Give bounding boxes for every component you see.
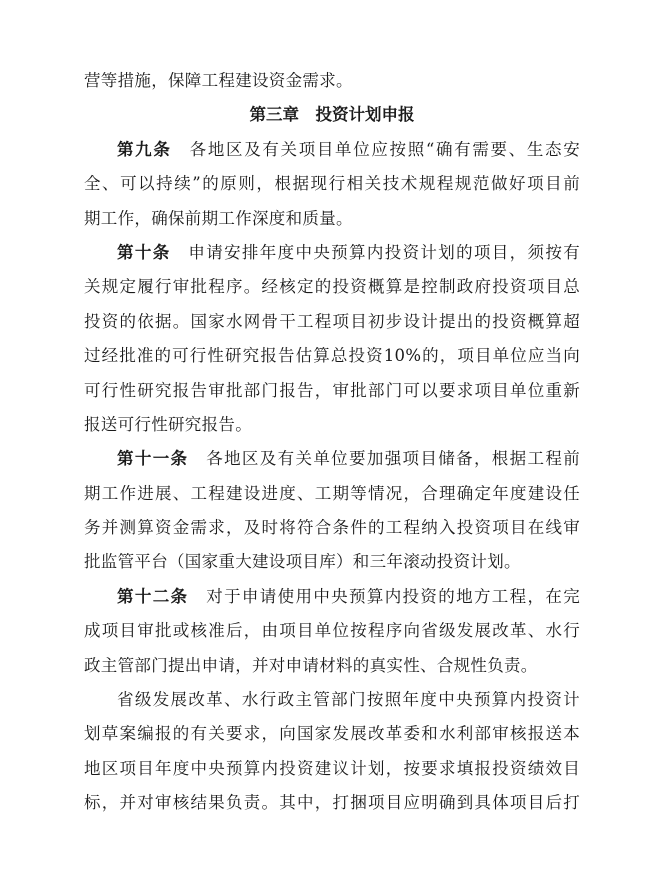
article-label: 第十条 bbox=[117, 242, 171, 262]
article-11-line-1: 第十一条 各地区及有关单位要加强项目储备，根据工程前 bbox=[117, 449, 580, 469]
text-line: 成项目审批或核准后，由项目单位按程序向省级发展改革、水行 bbox=[84, 621, 580, 641]
article-label: 第十二条 bbox=[117, 586, 189, 606]
article-label: 第十一条 bbox=[117, 449, 189, 469]
text-line: 政主管部门提出申请，并对申请材料的真实性、合规性负责。 bbox=[84, 655, 538, 675]
text-line: 可行性研究报告审批部门报告，审批部门可以要求项目单位重新 bbox=[84, 380, 580, 400]
text-line: 关规定履行审批程序。经核定的投资概算是控制政府投资项目总 bbox=[84, 277, 580, 297]
article-10-line-1: 第十条 申请安排年度中央预算内投资计划的项目，须按有 bbox=[117, 242, 580, 262]
text-line: 务并测算资金需求，及时将符合条件的工程纳入投资项目在线审 bbox=[84, 518, 580, 538]
document-page bbox=[84, 64, 580, 821]
text-line: 划草案编报的有关要求，向国家发展改革委和水利部审核报送本 bbox=[84, 724, 580, 744]
text-line: 报送可行性研究报告。 bbox=[84, 414, 252, 434]
text-line: 过经批准的可行性研究报告估算总投资10%的，项目单位应当向 bbox=[84, 346, 580, 366]
article-12-line-1: 第十二条 对于申请使用中央预算内投资的地方工程，在完 bbox=[117, 586, 580, 606]
text-line: 批监管平台（国家重大建设项目库）和三年滚动投资计划。 bbox=[84, 552, 521, 572]
article-label: 第九条 bbox=[117, 139, 172, 159]
text-line: 地区项目年度中央预算内投资建议计划，按要求填报投资绩效目 bbox=[84, 758, 580, 778]
text-line: 营等措施，保障工程建设资金需求。 bbox=[84, 71, 353, 90]
text-line: 期工作进展、工程建设进度、工期等情况，合理确定年度建设任 bbox=[84, 483, 580, 503]
text-line: 全、可以持续”的原则，根据现行相关技术规程规范做好项目前 bbox=[84, 174, 580, 194]
article-9-line-1: 第九条 各地区及有关项目单位应按照“确有需要、生态安 bbox=[117, 139, 580, 159]
text-line: 省级发展改革、水行政主管部门按照年度中央预算内投资计 bbox=[117, 690, 580, 710]
text-line: 期工作，确保前期工作深度和质量。 bbox=[84, 208, 353, 228]
text-line: 标，并对审核结果负责。其中，打捆项目应明确到具体项目后打 bbox=[84, 793, 580, 813]
chapter-heading: 第三章 投资计划申报 bbox=[249, 105, 415, 125]
text-line: 投资的依据。国家水网骨干工程项目初步设计提出的投资概算超 bbox=[84, 311, 580, 331]
